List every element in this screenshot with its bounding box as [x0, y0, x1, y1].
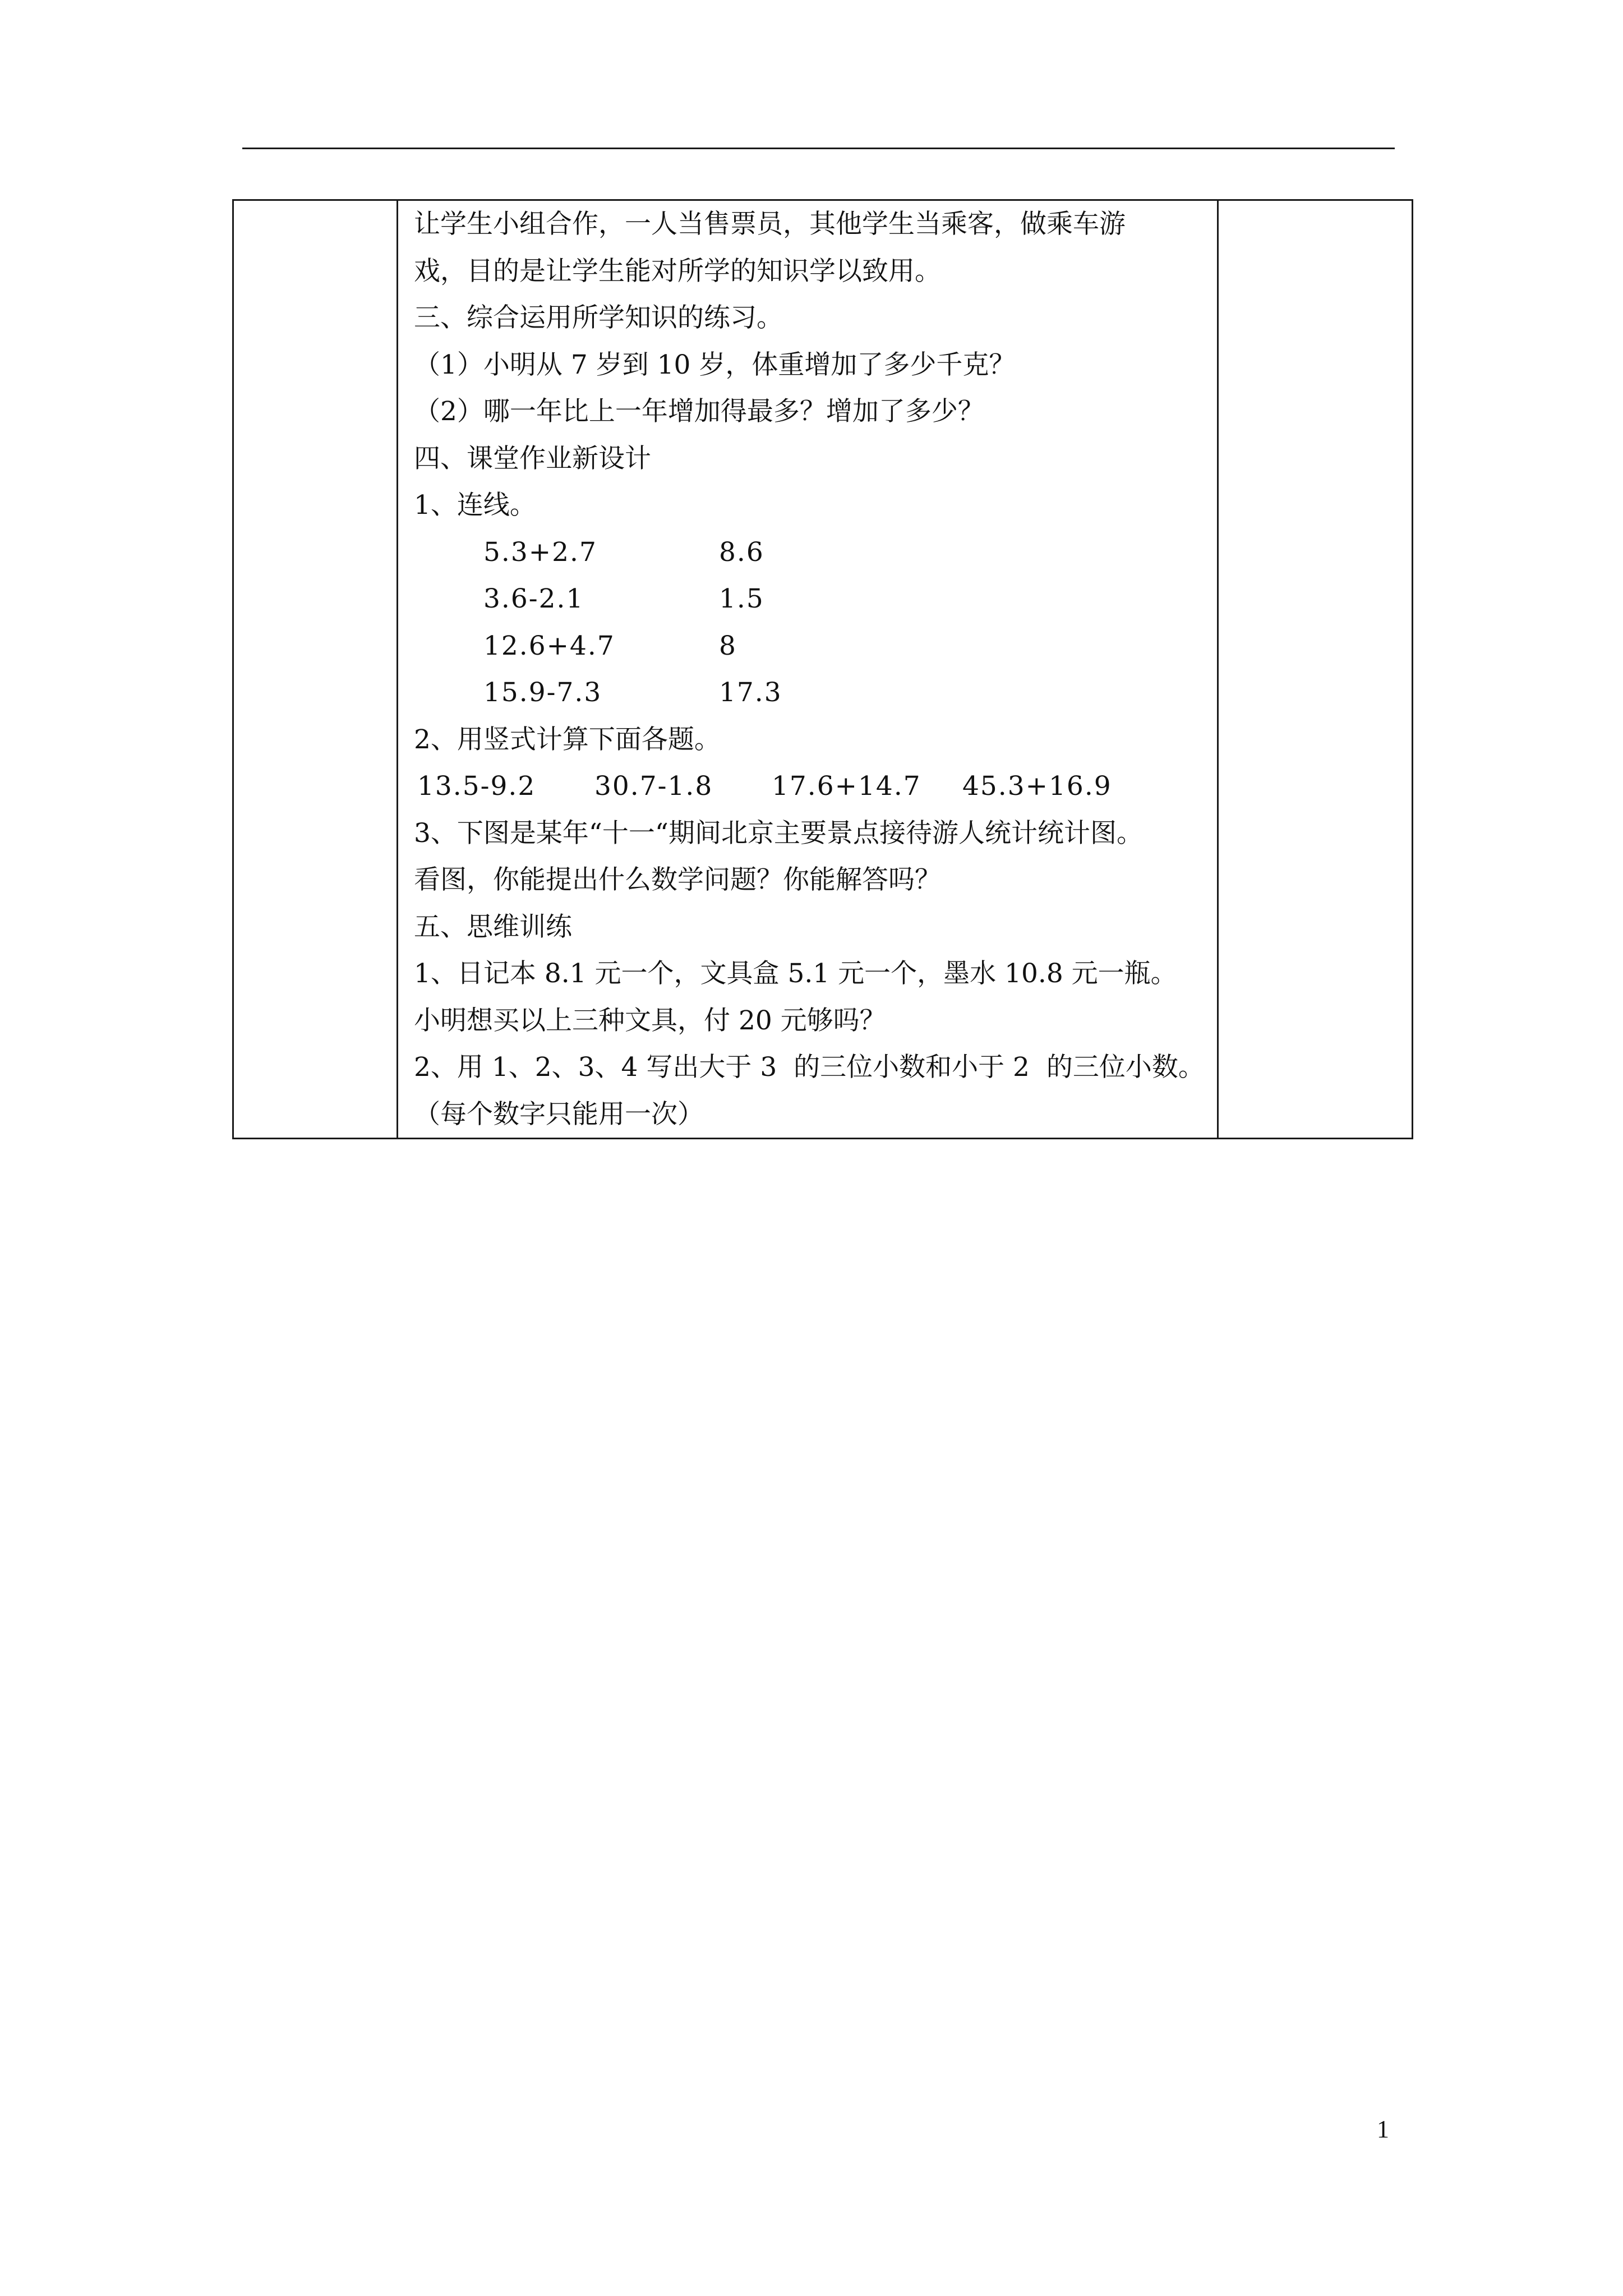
- matching-row: [414, 529, 1217, 576]
- exercise-title: 2、用竖式计算下面各题。: [414, 724, 721, 755]
- text-line: 看图，你能提出什么数学问题？你能解答吗？: [414, 864, 941, 895]
- exercise-title: 1、连线。: [414, 490, 536, 521]
- content-cell: [398, 200, 1218, 1139]
- lesson-content: [398, 201, 1217, 1138]
- text-line: 小明想买以上三种文具，付 20 元够吗？: [414, 1005, 886, 1036]
- matching-expression: 12.6+4.7: [483, 630, 615, 661]
- section-heading: 三、综合运用所学知识的练习。: [414, 302, 783, 333]
- calculation-item: 30.7-1.8: [594, 771, 713, 802]
- text-line: 戏，目的是让学生能对所学的知识学以致用。: [414, 255, 941, 287]
- text-line: 让学生小组合作，一人当售票员，其他学生当乘客，做乘车游: [414, 209, 1126, 240]
- matching-row: [414, 576, 1217, 623]
- calculation-item: 17.6+14.7: [772, 771, 921, 802]
- right-column-cell: [1218, 200, 1413, 1139]
- calculation-item: 13.5-9.2: [417, 771, 536, 802]
- question-item: （2）哪一年比上一年增加得最多？增加了多少？: [414, 396, 984, 427]
- calculation-item: 45.3+16.9: [962, 771, 1112, 802]
- left-column-cell: [233, 200, 398, 1139]
- matching-answer: 1.5: [719, 583, 764, 614]
- page-number: 1: [1377, 2115, 1389, 2143]
- matching-answer: 17.3: [719, 677, 782, 708]
- section-heading: 四、课堂作业新设计: [414, 443, 651, 474]
- section-heading: 五、思维训练: [414, 911, 572, 942]
- matching-answer: 8: [719, 630, 737, 661]
- matching-row: [414, 623, 1217, 670]
- matching-expression: 5.3+2.7: [483, 536, 597, 568]
- matching-expression: 15.9-7.3: [483, 677, 602, 708]
- calculation-row: [414, 763, 1217, 810]
- header-rule: [242, 148, 1395, 149]
- matching-expression: 3.6-2.1: [483, 583, 584, 614]
- matching-row: [414, 669, 1217, 716]
- exercise-title: 2、用 1、2、3、4 写出大于 3 的三位小数和小于 2 的三位小数。: [414, 1052, 1205, 1083]
- text-line: （每个数字只能用一次）: [414, 1098, 704, 1130]
- exercise-title: 3、下图是某年“十一“期间北京主要景点接待游人统计统计图。: [414, 817, 1143, 849]
- question-item: （1）小明从 7 岁到 10 岁，体重增加了多少千克？: [414, 349, 1016, 380]
- exercise-title: 1、日记本 8.1 元一个，文具盒 5.1 元一个，墨水 10.8 元一瓶。: [414, 958, 1177, 989]
- lesson-plan-table: [232, 199, 1413, 1139]
- matching-answer: 8.6: [719, 536, 764, 568]
- table-row: [233, 200, 1413, 1139]
